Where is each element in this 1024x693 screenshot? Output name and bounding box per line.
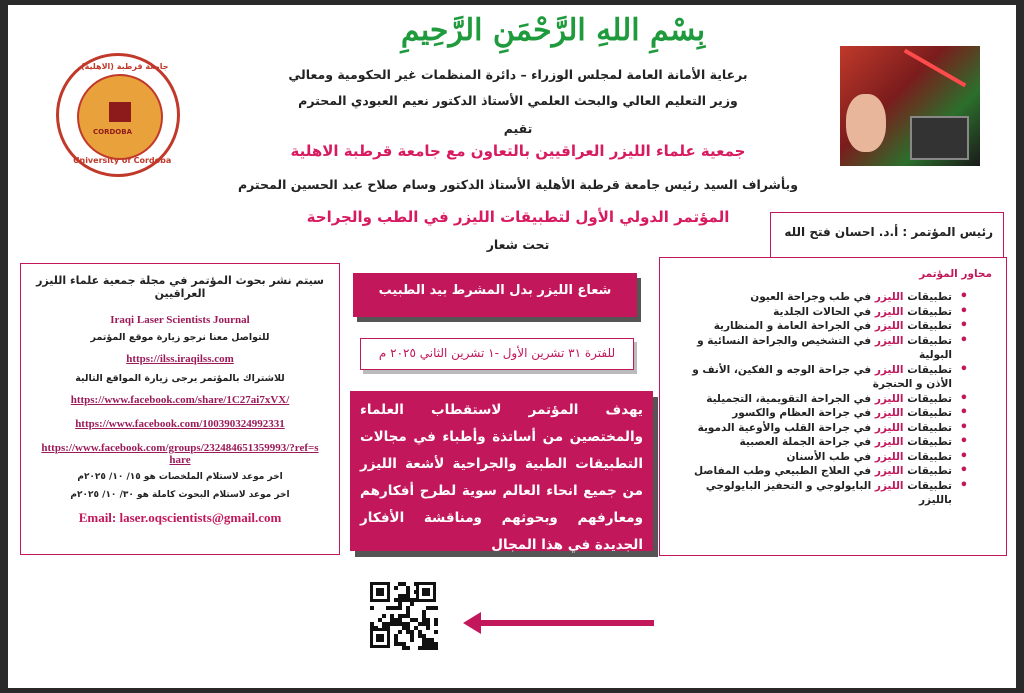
president-label: رئيس المؤتمر : أ.د. احسان فتح الله [784,225,993,239]
topic-laser-word: الليزر [871,334,904,347]
topic-item [670,421,968,436]
goal-box: يهدف المؤتمر لاستقطاب العلماء والمختصين من أساتذة وأطباء في مجالات التطبيقات الطبية والجراحية لأشعة الليزر من جميع انحاء العالم سوية لطرح أفكارهم ومعارفهم وبحوثهم ومناقشة الأفكار الجديدة في هذا المجال [350,391,653,551]
facebook-link-1[interactable]: https://www.facebook.com/share/1C27ai7xVX/ [70,394,290,406]
topics-heading: محاور المؤتمر [919,268,992,280]
topic-item [670,450,968,465]
topic-prefix: تطبيقات [903,320,952,332]
topics-box [659,257,1007,556]
logo-building-icon [109,102,131,122]
logo-bottom-text: University of Cordoba [73,156,172,165]
presents-line: تقيم [503,121,533,136]
topic-laser-word: الليزر [871,363,904,376]
site-link[interactable]: https://ilss.iraqilss.com [126,353,234,365]
facebook-link-2[interactable]: https://www.facebook.com/100390324992331 [75,418,285,430]
topic-prefix: تطبيقات [903,407,952,419]
topic-text: في التشخيص والجراحة النسائية و البولية [697,334,952,361]
email[interactable]: Email: laser.oqscientists@gmail.com [78,510,282,525]
organizer-line: جمعية علماء الليزر العراقيين بالتعاون مع جامعة قرطبة الاهلية [290,142,746,160]
arrow-left-icon [463,612,481,634]
topics-list [670,290,968,508]
topic-laser-word: الليزر [871,479,904,492]
under-slogan: تحت شعار [486,237,550,252]
arrow-shaft [476,620,654,626]
journal-name: Iraqi Laser Scientists Journal [110,314,250,326]
participate-note: للاشتراك بالمؤتمر يرجى زيارة المواقع التالية [75,373,285,384]
topic-prefix: تطبيقات [903,465,952,477]
photo-laser-beam [904,49,967,87]
photo-equipment [910,116,969,160]
topic-laser-word: الليزر [871,436,904,448]
topic-item [670,392,968,407]
dates-box: للفترة ٣١ تشرين الأول -١ تشرين الثاني ٢٠٢٥ م [360,338,634,370]
topic-item [670,319,968,334]
topic-laser-word: الليزر [871,450,904,463]
topic-laser-word: الليزر [871,320,904,332]
logo-inner-text: CORDOBA [93,128,132,136]
topic-laser-word: الليزر [871,392,904,405]
deadline-abstracts: اخر موعد لاستلام الملخصات هو ١٥/ ١٠/ ٢٠٢٥م [77,472,283,482]
topic-text: في جراحة الوجه و الفكين، الأنف و الأذن و الحنجرة [692,363,952,390]
university-logo [56,53,180,177]
publication-title: سيتم نشر بحوث المؤتمر في مجلة جمعية علماء الليزر العراقيين [36,274,324,300]
topic-text: في جراحة العظام والكسور [732,407,872,419]
qr-code[interactable] [368,580,438,650]
poster [8,5,1016,688]
photo-face [846,94,886,152]
topic-prefix: تطبيقات [903,363,952,376]
topic-prefix: تطبيقات [903,334,952,347]
topic-text: في جراحة القلب والأوعية الدموية [697,421,872,434]
supervision-line: وبأشراف السيد رئيس جامعة قرطبة الأهلية الأستاذ الدكتور وسام صلاح عبد الحسين المحترم [238,177,798,192]
publication-box [20,263,340,555]
sponsor-line: برعاية الأمانة العامة لمجلس الوزراء – دائرة المنظمات غير الحكومية ومعالي [288,67,748,82]
topic-prefix: تطبيقات [903,450,952,463]
topic-item [670,334,968,363]
topic-text: البايولوجي و التحفيز البايولوجي بالليزر [705,479,952,506]
topic-text: في طب الأسنان [786,450,872,463]
basmala: بِسْمِ اللهِ الرَّحْمَنِ الرَّحِيمِ [400,13,706,48]
topic-item [670,406,968,421]
topic-item [670,464,968,479]
slogan-box: شعاع الليزر بدل المشرط بيد الطبيب [353,273,637,317]
contact-note: للتواصل معنا نرجو زيارة موقع المؤتمر [90,332,270,343]
topic-text: في الحالات الجلدية [773,305,872,318]
deadline-papers: اخر موعد لاستلام البحوث كاملة هو ٣٠/ ١٠/ ٢٠٢٥م [70,490,290,500]
president-box [770,212,1004,258]
topic-prefix: تطبيقات [903,305,952,318]
topic-prefix: تطبيقات [903,291,952,303]
topic-text: في الجراحة التقويمية، التجميلية [706,392,872,405]
laser-surgery-photo [840,46,980,166]
topic-prefix: تطبيقات [903,421,952,434]
topic-laser-word: الليزر [871,407,904,419]
topic-text: في العلاج الطبيعي وطب المفاصل [694,465,872,477]
topic-item [670,363,968,392]
facebook-link-3-cont[interactable]: hare [169,454,191,466]
topic-item [670,479,968,508]
logo-top-text: جامعة قرطبة (الاهلية) [81,62,169,71]
topic-item [670,290,968,305]
conference-title: المؤتمر الدولي الأول لتطبيقات الليزر في الطب والجراحة [306,208,730,226]
topic-item [670,435,968,450]
topic-prefix: تطبيقات [903,392,952,405]
topic-text: في طب وجراحة العيون [750,291,872,303]
topic-laser-word: الليزر [871,465,904,477]
topic-laser-word: الليزر [871,291,904,303]
topic-text: في جراحة الجملة العصبية [739,436,872,448]
topic-prefix: تطبيقات [903,436,952,448]
logo-emblem [77,74,163,160]
topic-text: في الجراحة العامة و المنظارية [713,320,872,332]
topic-laser-word: الليزر [871,305,904,318]
topic-item [670,305,968,320]
topic-laser-word: الليزر [871,421,904,434]
minister-line: وزير التعليم العالي والبحث العلمي الأستاذ الدكتور نعيم العبودي المحترم [298,93,738,108]
topic-prefix: تطبيقات [903,479,952,492]
facebook-link-3[interactable]: https://www.facebook.com/groups/232484651359993/?ref=s [41,442,319,454]
